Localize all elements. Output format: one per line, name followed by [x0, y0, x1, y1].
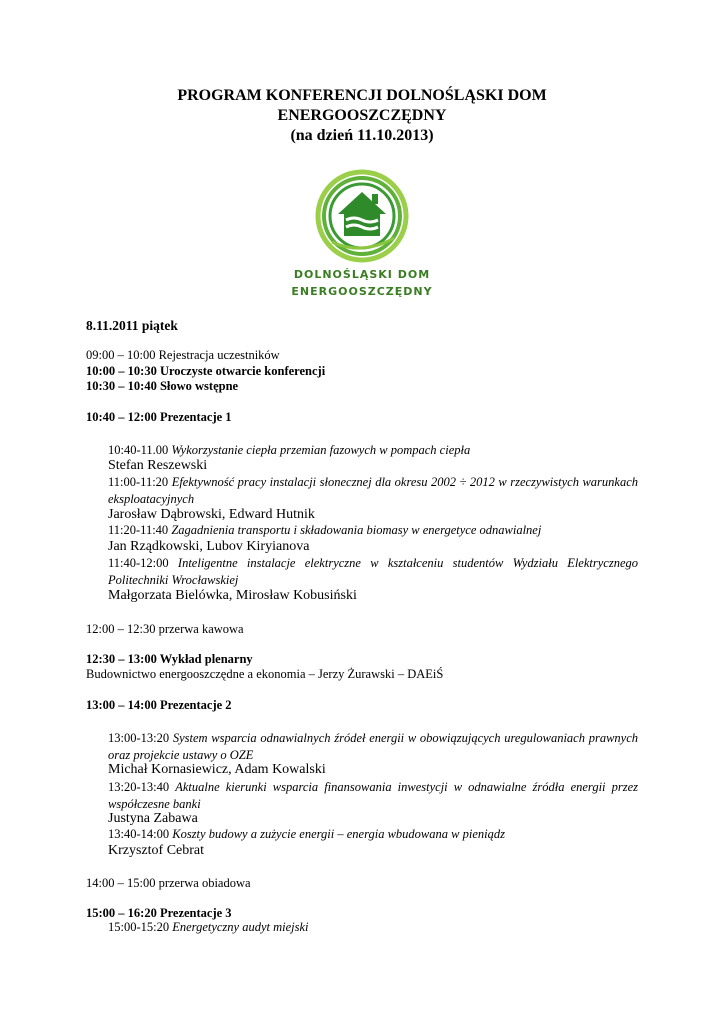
schedule-item: 09:00 – 10:00 Rejestracja uczestników: [86, 348, 280, 362]
talk-line: [108, 523, 541, 538]
talk-title: System wsparcia odnawialnych źródeł energii w obowiązujących uregulowaniach prawnych oraz projekcie ustawy o OZE: [108, 731, 638, 762]
schedule-item: 10:30 – 10:40 Słowo wstępne: [86, 379, 239, 393]
talk-title: Energetyczny audyt miejski: [172, 920, 309, 934]
talk-speakers: Krzysztof Cebrat: [108, 843, 205, 858]
schedule-item: 10:00 – 10:30 Uroczyste otwarcie konferencji: [86, 364, 326, 378]
title-line-3: (na dzień 11.10.2013): [290, 127, 434, 144]
talk-time: 11:40-12:00: [108, 556, 169, 570]
title-line-2: ENERGOOSZCZĘDNY: [277, 107, 447, 124]
talk-line: [108, 920, 309, 935]
logo-text-line-1: DOLNOŚLĄSKI DOM: [293, 268, 431, 281]
talk-speakers: Michał Kornasiewicz, Adam Kowalski: [108, 762, 326, 777]
lunch-break: 14:00 – 15:00 przerwa obiadowa: [86, 876, 251, 890]
talk-speakers: Jarosław Dąbrowski, Edward Hutnik: [108, 507, 315, 522]
talk-time: 11:00-11:20: [108, 475, 169, 489]
session-1-heading: 10:40 – 12:00 Prezentacje 1: [86, 410, 232, 424]
session-3-heading: 15:00 – 16:20 Prezentacje 3: [86, 906, 232, 920]
talk-title: Inteligentne instalacje elektryczne w kształceniu studentów Wydziału Elektrycznego Politechniki Wrocławskiej: [108, 556, 639, 587]
talk-time: 15:00-15:20: [108, 920, 170, 934]
talk-line: [108, 827, 505, 842]
talk-time: 13:00-13:20: [108, 731, 170, 745]
day-heading: 8.11.2011 piątek: [86, 318, 178, 333]
coffee-break: 12:00 – 12:30 przerwa kawowa: [86, 622, 244, 636]
talk-time: 10:40-11.00: [108, 443, 169, 457]
talk-time: 13:40-14:00: [108, 827, 170, 841]
talk-title: Wykorzystanie ciepła przemian fazowych w pompach ciepła: [171, 443, 471, 457]
talk-title: Efektywność pracy instalacji słonecznej dla okresu 2002 ÷ 2012 w rzeczywistych warunkach eksploatacyjnych: [108, 475, 638, 506]
talk-time: 13:20-13:40: [108, 780, 170, 794]
talk-speakers: Justyna Zabawa: [108, 811, 198, 826]
talk-speakers: Jan Rządkowski, Lubov Kiryianova: [108, 539, 310, 554]
talk-time: 11:20-11:40: [108, 523, 169, 537]
plenary-text: Budownictwo energooszczędne a ekonomia – Jerzy Żurawski – DAEiŚ: [86, 667, 444, 681]
title-line-1: PROGRAM KONFERENCJI DOLNOŚLĄSKI DOM: [177, 87, 547, 104]
talk-speakers: Małgorzata Bielówka, Mirosław Kobusiński: [108, 588, 357, 603]
logo-emblem-icon: [302, 166, 422, 266]
logo-text-line-2: ENERGOOSZCZĘDNY: [291, 285, 433, 298]
talk-line: [108, 555, 638, 589]
talk-line: [108, 474, 638, 508]
session-2-heading: 13:00 – 14:00 Prezentacje 2: [86, 698, 232, 712]
talk-line: [108, 443, 470, 458]
plenary-heading: 12:30 – 13:00 Wykład plenarny: [86, 652, 253, 666]
talk-line: [108, 730, 638, 764]
talk-title: Zagadnienia transportu i składowania biomasy w energetyce odnawialnej: [171, 523, 542, 537]
talk-title: Aktualne kierunki wsparcia finansowania inwestycji w odnawialne źródła energii przez współczesne banki: [108, 780, 639, 811]
talk-line: [108, 779, 638, 813]
talk-speakers: Stefan Reszewski: [108, 458, 208, 473]
talk-title: Koszty budowy a zużycie energii – energia wbudowana w pieniądz: [172, 827, 505, 841]
